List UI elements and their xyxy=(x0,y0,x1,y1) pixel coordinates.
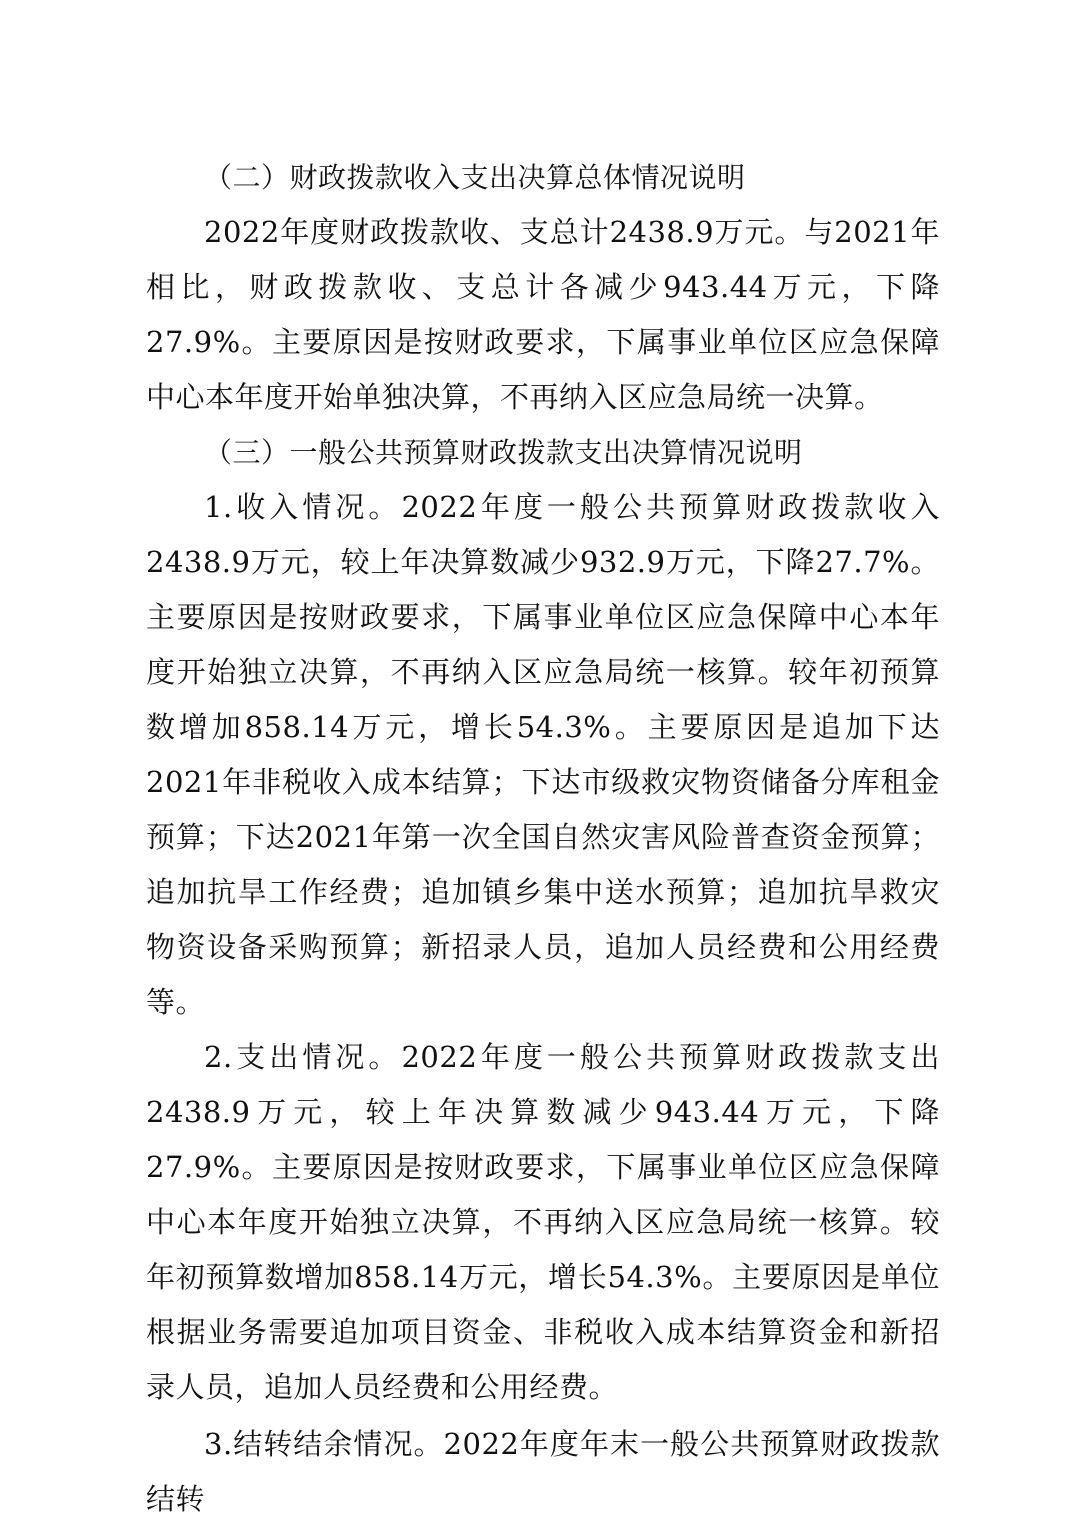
expenditure-paragraph: 2.支出情况。2022年度一般公共预算财政拨款支出2438.9万元，较上年决算数减少943.44万元，下降27.9%。主要原因是按财政要求，下属事业单位区应急保障中心本年度开始独立决算，不再纳入区应急局统一核算。较年初预算数增加858.14万元，增长54.3%。主要原因是单位根据业务需要追加项目资金、非税收入成本结算资金和新招录人员，追加人员经费和公用经费。 xyxy=(146,1040,940,1404)
section-heading-2: （二）财政拨款收入支出决算总体情况说明 xyxy=(204,161,746,194)
section2-paragraph: 2022年度财政拨款收、支总计2438.9万元。与2021年相比，财政拨款收、支总计各减少943.44万元，下降27.9%。主要原因是按财政要求，下属事业单位区应急保障中心本年度开始单独决算，不再纳入区应急局统一决算。 xyxy=(146,215,940,414)
section-heading-3: （三）一般公共预算财政拨款支出决算情况说明 xyxy=(204,436,803,469)
income-paragraph: 1.收入情况。2022年度一般公共预算财政拨款收入2438.9万元，较上年决算数减少932.9万元，下降27.7%。主要原因是按财政要求，下属事业单位区应急保障中心本年度开始独立决算，不再纳入区应急局统一核算。较年初预算数增加858.14万元，增长54.3%。主要原因是追加下达2021年非税收入成本结算；下达市级救灾物资储备分库租金预算；下达2021年第一次全国自然灾害风险普查资金预算；追加抗旱工作经费；追加镇乡集中送水预算；追加抗旱救灾物资设备采购预算；新招录人员，追加人员经费和公用经费等。 xyxy=(146,490,940,1019)
document-body xyxy=(146,150,940,1527)
carryover-paragraph: 3.结转结余情况。2022年度年末一般公共预算财政拨款结转 xyxy=(146,1427,940,1516)
